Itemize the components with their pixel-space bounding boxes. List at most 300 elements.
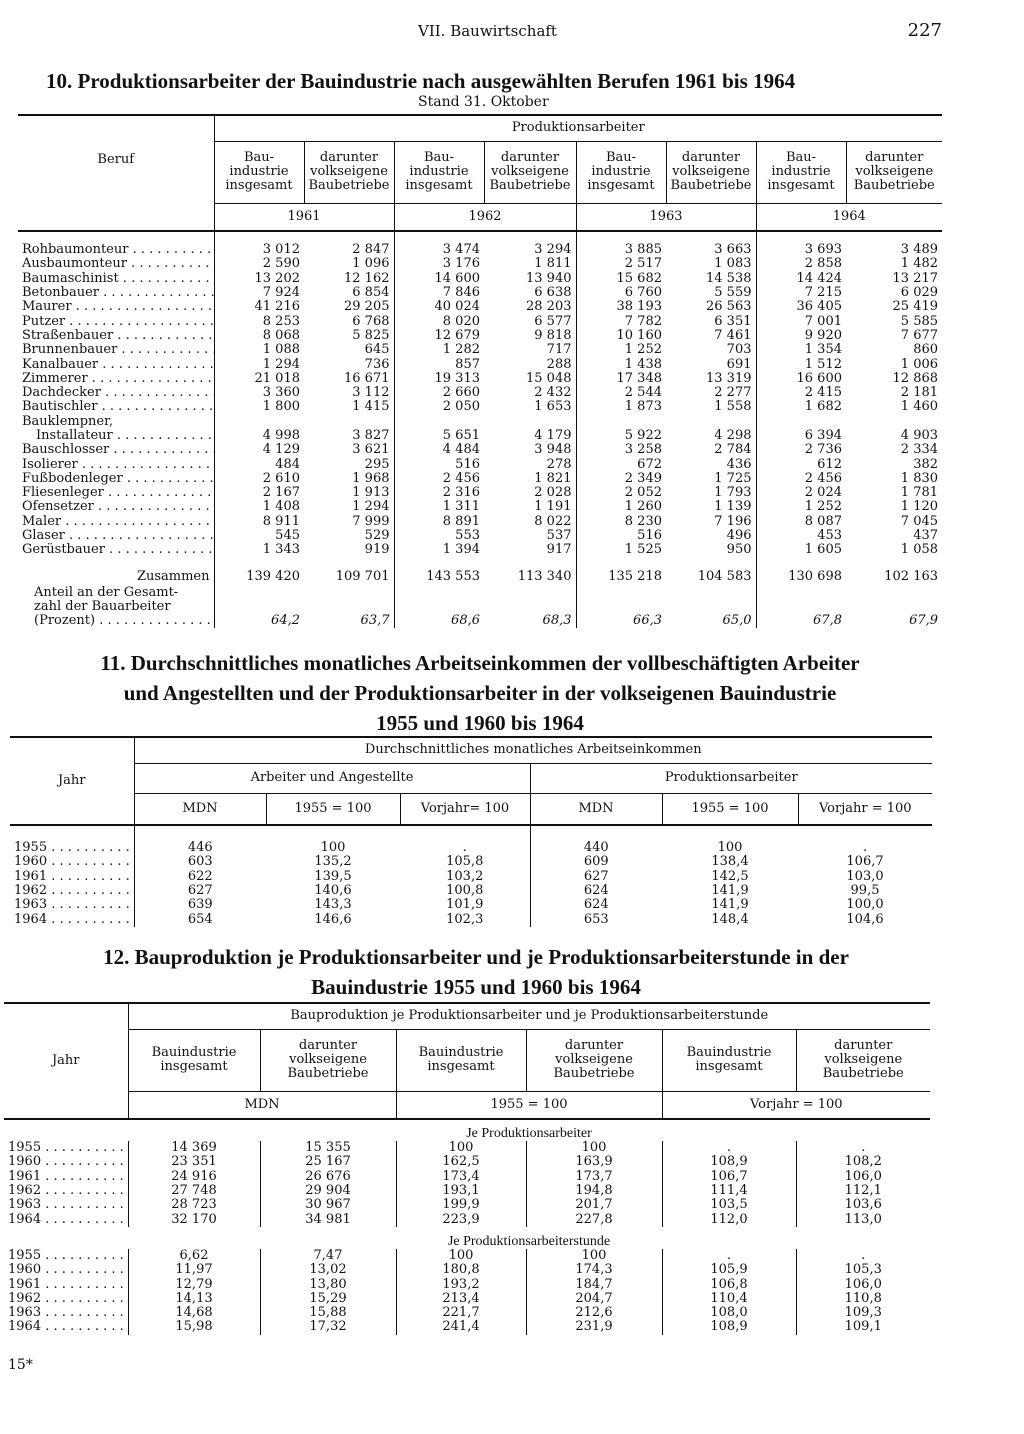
- table-cell: 194,8: [526, 1184, 662, 1198]
- table-cell: 627: [134, 884, 266, 898]
- row-label: Ofensetzer . . .: [18, 500, 214, 514]
- table-cell: 2 847: [352, 242, 390, 258]
- table10-col-state: [846, 141, 942, 203]
- table-cell: 193,1: [396, 1184, 526, 1198]
- table-cell: 113,0: [796, 1212, 930, 1226]
- table11-col-header: 1955 = 100: [266, 793, 400, 825]
- table12-col-header-line: Baubetriebe: [287, 1066, 369, 1081]
- table-cell: 553: [394, 529, 484, 543]
- table11-col-header: Vorjahr = 100: [798, 793, 932, 825]
- table-cell: 1 725: [714, 470, 752, 486]
- table-cell: 110,8: [796, 1292, 930, 1306]
- table-row: [4, 1170, 930, 1184]
- table-cell: 5 922: [576, 429, 666, 443]
- row-label: 1962 . . .: [10, 884, 134, 898]
- table-cell: 142,5: [711, 868, 749, 884]
- row-label: 1960 . . .: [10, 855, 134, 869]
- table-cell: 3 693: [756, 243, 846, 257]
- table11-title-line: 1955 und 1960 bis 1964: [376, 711, 584, 735]
- table-cell: 100: [320, 840, 346, 856]
- row-label: 1962 . . .: [4, 1292, 128, 1306]
- row-label: 1961 . . .: [4, 1170, 128, 1184]
- table-cell: 143,3: [314, 897, 352, 913]
- table-cell: .: [796, 1141, 930, 1155]
- table-row: [4, 1212, 930, 1226]
- table-cell: 1 830: [900, 470, 939, 486]
- table-cell: 1 482: [900, 256, 939, 272]
- table-row: [18, 429, 942, 443]
- table-cell: 6 760: [576, 286, 666, 300]
- table-cell: 2 277: [714, 385, 752, 401]
- table-row: [18, 443, 942, 457]
- total-cell: 130 698: [756, 558, 846, 584]
- table-cell: 223,9: [396, 1212, 526, 1226]
- table-cell: 8 911: [214, 515, 304, 529]
- row-label: 1964 . . .: [4, 1212, 128, 1226]
- table-row: [4, 1292, 930, 1306]
- share-cell: 63,7: [360, 612, 390, 628]
- table12-section-heading: Je Produktionsarbeiterstunde: [447, 1233, 611, 1249]
- share-label-line: zahl der Bauarbeiter: [34, 598, 171, 614]
- table12-col-header-line: insgesamt: [160, 1059, 228, 1074]
- table-cell: 278: [546, 456, 572, 472]
- table-cell: 100,8: [446, 883, 484, 899]
- running-head-section: VII. Bauwirtschaft: [418, 22, 557, 40]
- table-row: [18, 415, 942, 429]
- table-cell: 2 456: [756, 472, 846, 486]
- table-cell: 8 891: [394, 515, 484, 529]
- table10-col-header-line: Bau-: [605, 150, 637, 165]
- table-cell: 2 544: [576, 386, 666, 400]
- table-cell: 2 050: [394, 400, 484, 414]
- table-cell: 1 006: [900, 356, 939, 372]
- table-cell: .: [662, 1141, 796, 1155]
- table-cell: 14 600: [394, 272, 484, 286]
- total-label: Zusammen: [136, 568, 210, 584]
- row-label: Dachdecker . . .: [18, 386, 214, 400]
- table10-col-header-line: industrie: [771, 164, 831, 179]
- table-row: [10, 841, 932, 855]
- table-cell: 2 660: [394, 386, 484, 400]
- table11-subheader-workers: Arbeiter und Angestellte: [134, 763, 530, 793]
- table12-col-header-line: Bauindustrie: [686, 1045, 772, 1060]
- total-cell: 139 420: [214, 558, 304, 584]
- table-cell: 100: [526, 1249, 662, 1263]
- table-row: [10, 912, 932, 926]
- table-cell: 4 903: [900, 428, 939, 443]
- share-cell: 66,3: [576, 584, 666, 628]
- table10: [18, 114, 942, 628]
- table10-col-header-line: volkseigene: [855, 164, 934, 179]
- table-cell: 108,9: [662, 1155, 796, 1169]
- table11-title-line: 11. Durchschnittliches monatliches Arbeitseinkommen der vollbeschäftigten Arbeiter: [100, 651, 860, 675]
- table-row: [18, 472, 942, 486]
- table-cell: 654: [134, 912, 266, 926]
- table-cell: 453: [756, 529, 846, 543]
- table10-col-header-line: industrie: [409, 164, 469, 179]
- table-cell: 148,4: [711, 911, 749, 927]
- table-cell: 34 981: [260, 1212, 396, 1226]
- table-cell: 1 793: [714, 485, 752, 501]
- row-label: Rohbaumonteur . . .: [18, 243, 214, 257]
- table-cell: 484: [214, 457, 304, 471]
- total-cell: 102 163: [884, 568, 939, 584]
- table-cell: 29 205: [344, 299, 390, 315]
- table-cell: 6 577: [534, 313, 572, 329]
- table-cell: 6 029: [900, 285, 939, 301]
- table-cell: 609: [530, 855, 662, 869]
- table-cell: 13,80: [260, 1277, 396, 1291]
- row-label: Bauschlosser . . .: [18, 443, 214, 457]
- table-cell: 102,3: [446, 911, 484, 927]
- table10-col-total: [576, 141, 666, 203]
- table-cell: 32 170: [128, 1212, 260, 1226]
- table-cell: 1 873: [576, 400, 666, 414]
- table10-stub-header: Beruf: [18, 115, 214, 203]
- table-cell: 180,8: [396, 1263, 526, 1277]
- row-label: Putzer . . .: [18, 314, 214, 328]
- table-cell: 717: [546, 342, 572, 358]
- table-cell: 106,7: [662, 1170, 796, 1184]
- table-cell: 8 087: [756, 515, 846, 529]
- table-cell: 8 068: [214, 329, 304, 343]
- table-cell: 38 193: [576, 300, 666, 314]
- row-label: Fußbodenleger . . .: [18, 472, 214, 486]
- table-cell: 3 176: [394, 257, 484, 271]
- table-cell: 106,7: [846, 854, 884, 870]
- table-cell: 10 160: [576, 329, 666, 343]
- table-row: [18, 243, 942, 257]
- total-cell: 135 218: [576, 558, 666, 584]
- table-cell: 1 968: [352, 470, 390, 486]
- table-cell: 105,9: [662, 1263, 796, 1277]
- table10-col-header-line: volkseigene: [672, 164, 750, 179]
- table-row: [4, 1198, 930, 1212]
- table-cell: 4 129: [214, 443, 304, 457]
- table12-title-line: 12. Bauproduktion je Produktionsarbeiter und je Produktionsarbeiterstunde in der: [103, 945, 849, 969]
- table-cell: 103,5: [662, 1198, 796, 1212]
- table-cell: 6 394: [756, 429, 846, 443]
- table-cell: 12 868: [892, 370, 939, 386]
- table-row: [18, 329, 942, 343]
- table-cell: 672: [576, 457, 666, 471]
- table-cell: [666, 415, 756, 429]
- table-cell: 13 217: [892, 270, 939, 286]
- table-row: [18, 314, 942, 328]
- table-cell: 1 408: [214, 500, 304, 514]
- table-cell: 6,62: [128, 1249, 260, 1263]
- table12-col-header-line: Bauindustrie: [151, 1045, 237, 1060]
- table-cell: 6 768: [352, 313, 390, 329]
- table-cell: [756, 415, 846, 429]
- table-cell: 653: [530, 912, 662, 926]
- table-cell: [484, 415, 576, 429]
- table-cell: 28 203: [526, 299, 572, 315]
- table-cell: 7,47: [260, 1249, 396, 1263]
- table-cell: 103,6: [796, 1198, 930, 1212]
- table-cell: 691: [726, 356, 752, 372]
- table12-col-total: [662, 1029, 796, 1091]
- table-cell: 40 024: [394, 300, 484, 314]
- table-cell: 537: [546, 528, 572, 544]
- share-cell: 68,6: [394, 584, 484, 628]
- table-row: [10, 870, 932, 884]
- table-cell: 857: [394, 357, 484, 371]
- share-cell: 67,8: [756, 584, 846, 628]
- row-label: 1963 . . .: [4, 1306, 128, 1320]
- table12-title-line: Bauindustrie 1955 und 1960 bis 1964: [311, 975, 641, 999]
- table-row: [18, 400, 942, 414]
- table-cell: 28 723: [128, 1198, 260, 1212]
- table11-title: [40, 648, 920, 738]
- table-cell: 26 563: [706, 299, 752, 315]
- table-cell: 3 489: [900, 242, 939, 258]
- table10-col-total: [394, 141, 484, 203]
- table-row: [4, 1141, 930, 1155]
- table-cell: 227,8: [526, 1212, 662, 1226]
- table10-col-header-line: Baubetriebe: [308, 178, 390, 193]
- table-cell: 100: [526, 1141, 662, 1155]
- table-cell: 16 671: [344, 370, 390, 386]
- table-cell: 3 663: [714, 242, 752, 258]
- row-label: Bautischler . . .: [18, 400, 214, 414]
- row-label: 1955 . . .: [4, 1141, 128, 1155]
- table-cell: 1 415: [352, 399, 390, 415]
- table-cell: 101,9: [446, 897, 484, 913]
- table-cell: 496: [726, 528, 752, 544]
- table12-section-row: [4, 1227, 930, 1249]
- table-cell: 529: [364, 528, 390, 544]
- table11-col-header: 1955 = 100: [662, 793, 798, 825]
- table-cell: 221,7: [396, 1306, 526, 1320]
- table-cell: 139,5: [314, 868, 352, 884]
- table-cell: 106,0: [796, 1277, 930, 1291]
- table-cell: 1 282: [394, 343, 484, 357]
- table-cell: 14 538: [706, 270, 752, 286]
- table-cell: 30 967: [260, 1198, 396, 1212]
- table10-share-row: [18, 584, 942, 628]
- table-cell: 624: [530, 884, 662, 898]
- table-cell: .: [462, 840, 467, 856]
- table-cell: .: [796, 1249, 930, 1263]
- table-row: [10, 898, 932, 912]
- table10-year-header: 1963: [576, 203, 756, 231]
- table-row: [18, 343, 942, 357]
- table-cell: 1 260: [576, 500, 666, 514]
- table-cell: 109,3: [796, 1306, 930, 1320]
- table-cell: 212,6: [526, 1306, 662, 1320]
- row-label: Maler . . .: [18, 515, 214, 529]
- table-cell: 110,4: [662, 1292, 796, 1306]
- table-row: [4, 1155, 930, 1169]
- table-row: [4, 1184, 930, 1198]
- table12-col-header-line: darunter: [298, 1038, 358, 1053]
- table-cell: [846, 415, 942, 429]
- table-cell: 860: [913, 342, 939, 358]
- table10-col-state: [484, 141, 576, 203]
- table-cell: 624: [530, 898, 662, 912]
- table12-col-header-line: darunter: [564, 1038, 624, 1053]
- table-cell: 213,4: [396, 1292, 526, 1306]
- table-cell: 3 012: [214, 243, 304, 257]
- table-cell: 8 020: [394, 314, 484, 328]
- table-cell: 146,6: [314, 911, 352, 927]
- table-cell: 7 045: [900, 513, 939, 529]
- row-label: Straßenbauer . . .: [18, 329, 214, 343]
- table-cell: 204,7: [526, 1292, 662, 1306]
- table-cell: 23 351: [128, 1155, 260, 1169]
- table-cell: 2 334: [900, 442, 939, 458]
- table-cell: .: [662, 1249, 796, 1263]
- table-cell: 2 024: [756, 486, 846, 500]
- table-cell: 1 800: [214, 400, 304, 414]
- table10-col-header-line: Bau-: [423, 150, 455, 165]
- table-cell: 7 196: [714, 513, 752, 529]
- table-cell: 17,32: [260, 1320, 396, 1334]
- table-cell: 1 558: [714, 399, 752, 415]
- table10-year-header: 1962: [394, 203, 576, 231]
- table-cell: 9 818: [534, 327, 572, 343]
- table-cell: 15,98: [128, 1320, 260, 1334]
- table10-spacer: [18, 231, 942, 243]
- table-cell: 627: [530, 870, 662, 884]
- table12: [4, 1002, 930, 1335]
- table-cell: 8 230: [576, 515, 666, 529]
- table-cell: 103,2: [446, 868, 484, 884]
- table10-col-header-line: darunter: [319, 150, 379, 165]
- table-row: [18, 500, 942, 514]
- table-cell: 7 846: [394, 286, 484, 300]
- table-cell: 2 167: [214, 486, 304, 500]
- table-cell: 7 677: [900, 327, 939, 343]
- table-cell: 1 343: [214, 543, 304, 557]
- table-cell: 3 621: [352, 442, 390, 458]
- table-cell: 1 294: [214, 357, 304, 371]
- table-cell: 106,0: [796, 1170, 930, 1184]
- table-cell: 14,68: [128, 1306, 260, 1320]
- table-cell: 437: [913, 528, 939, 544]
- table10-year-header: 1964: [756, 203, 942, 231]
- table11: [10, 736, 932, 927]
- table-cell: 3 258: [576, 443, 666, 457]
- table-cell: 1 821: [534, 470, 572, 486]
- table-cell: 1 394: [394, 543, 484, 557]
- row-label: Isolierer . . .: [18, 457, 214, 471]
- table-row: [10, 884, 932, 898]
- table-cell: 1 354: [756, 343, 846, 357]
- table-cell: 2 784: [714, 442, 752, 458]
- row-label: 1963 . . .: [10, 898, 134, 912]
- table-cell: 545: [214, 529, 304, 543]
- table-cell: [214, 415, 304, 429]
- table-cell: 2 432: [534, 385, 572, 401]
- row-label: Baumaschinist . . .: [18, 272, 214, 286]
- share-label: [18, 584, 214, 628]
- table10-col-header-line: Bau-: [785, 150, 817, 165]
- table-cell: 516: [576, 529, 666, 543]
- table-cell: 1 913: [352, 485, 390, 501]
- table-cell: 622: [134, 870, 266, 884]
- total-cell: 113 340: [517, 568, 572, 584]
- table-cell: 27 748: [128, 1184, 260, 1198]
- table-cell: 1 525: [576, 543, 666, 557]
- table-cell: 13 319: [706, 370, 752, 386]
- table-cell: 103,0: [846, 868, 884, 884]
- table-row: [4, 1320, 930, 1334]
- table12-col-header-line: darunter: [834, 1038, 893, 1053]
- table12-col-header-line: volkseigene: [555, 1052, 633, 1067]
- table-cell: 163,9: [526, 1155, 662, 1169]
- table-cell: 174,3: [526, 1263, 662, 1277]
- table-cell: 109,1: [796, 1320, 930, 1334]
- table-cell: 1 311: [394, 500, 484, 514]
- table-cell: 201,7: [526, 1198, 662, 1212]
- table-cell: 16 600: [756, 372, 846, 386]
- table12-col-total: [128, 1029, 260, 1091]
- table-cell: 105,8: [446, 854, 484, 870]
- table-cell: 12 679: [394, 329, 484, 343]
- row-label: 1960 . . .: [4, 1263, 128, 1277]
- table-cell: 15,29: [260, 1292, 396, 1306]
- table-cell: 919: [364, 542, 390, 558]
- table-cell: 29 904: [260, 1184, 396, 1198]
- table-cell: 436: [726, 456, 752, 472]
- table12-group-header: Bauproduktion je Produktionsarbeiter und je Produktionsarbeiterstunde: [128, 1003, 930, 1029]
- table-row: [18, 529, 942, 543]
- table-cell: 141,9: [711, 897, 749, 913]
- table-cell: 111,4: [662, 1184, 796, 1198]
- table-cell: 2 415: [756, 386, 846, 400]
- table10-col-header-line: insgesamt: [587, 178, 655, 193]
- table-cell: 193,2: [396, 1277, 526, 1291]
- table-cell: 3 112: [352, 385, 390, 401]
- table-row: [18, 372, 942, 386]
- table10-col-header-line: industrie: [229, 164, 289, 179]
- table-cell: 3 885: [576, 243, 666, 257]
- table-cell: 7 215: [756, 286, 846, 300]
- table-cell: 104,6: [846, 911, 884, 927]
- table-cell: 15 355: [260, 1141, 396, 1155]
- table-cell: 7 461: [714, 327, 752, 343]
- table12-col-header-line: volkseigene: [824, 1052, 903, 1067]
- table-cell: 14 424: [756, 272, 846, 286]
- table-cell: 106,8: [662, 1277, 796, 1291]
- table-row: [18, 257, 942, 271]
- table-row: [18, 286, 942, 300]
- table-cell: 36 405: [756, 300, 846, 314]
- table-cell: 7 782: [576, 314, 666, 328]
- table12-col-state: [796, 1029, 930, 1091]
- total-cell: 104 583: [697, 568, 752, 584]
- table10-col-header-line: darunter: [865, 150, 924, 165]
- table-cell: 21 018: [214, 372, 304, 386]
- table-cell: 241,4: [396, 1320, 526, 1334]
- table-row: [4, 1306, 930, 1320]
- table-cell: 8 253: [214, 314, 304, 328]
- share-cell: 64,2: [214, 584, 304, 628]
- share-cell: 68,3: [542, 612, 572, 628]
- table12-col-state: [526, 1029, 662, 1091]
- table-row: [18, 543, 942, 557]
- table-cell: 612: [756, 457, 846, 471]
- table-cell: 140,6: [314, 883, 352, 899]
- table-cell: 639: [134, 898, 266, 912]
- table-cell: .: [862, 840, 868, 856]
- table-cell: 99,5: [850, 883, 880, 899]
- table-cell: 1 120: [900, 499, 939, 515]
- table-cell: 382: [913, 456, 939, 472]
- table-row: [18, 457, 942, 471]
